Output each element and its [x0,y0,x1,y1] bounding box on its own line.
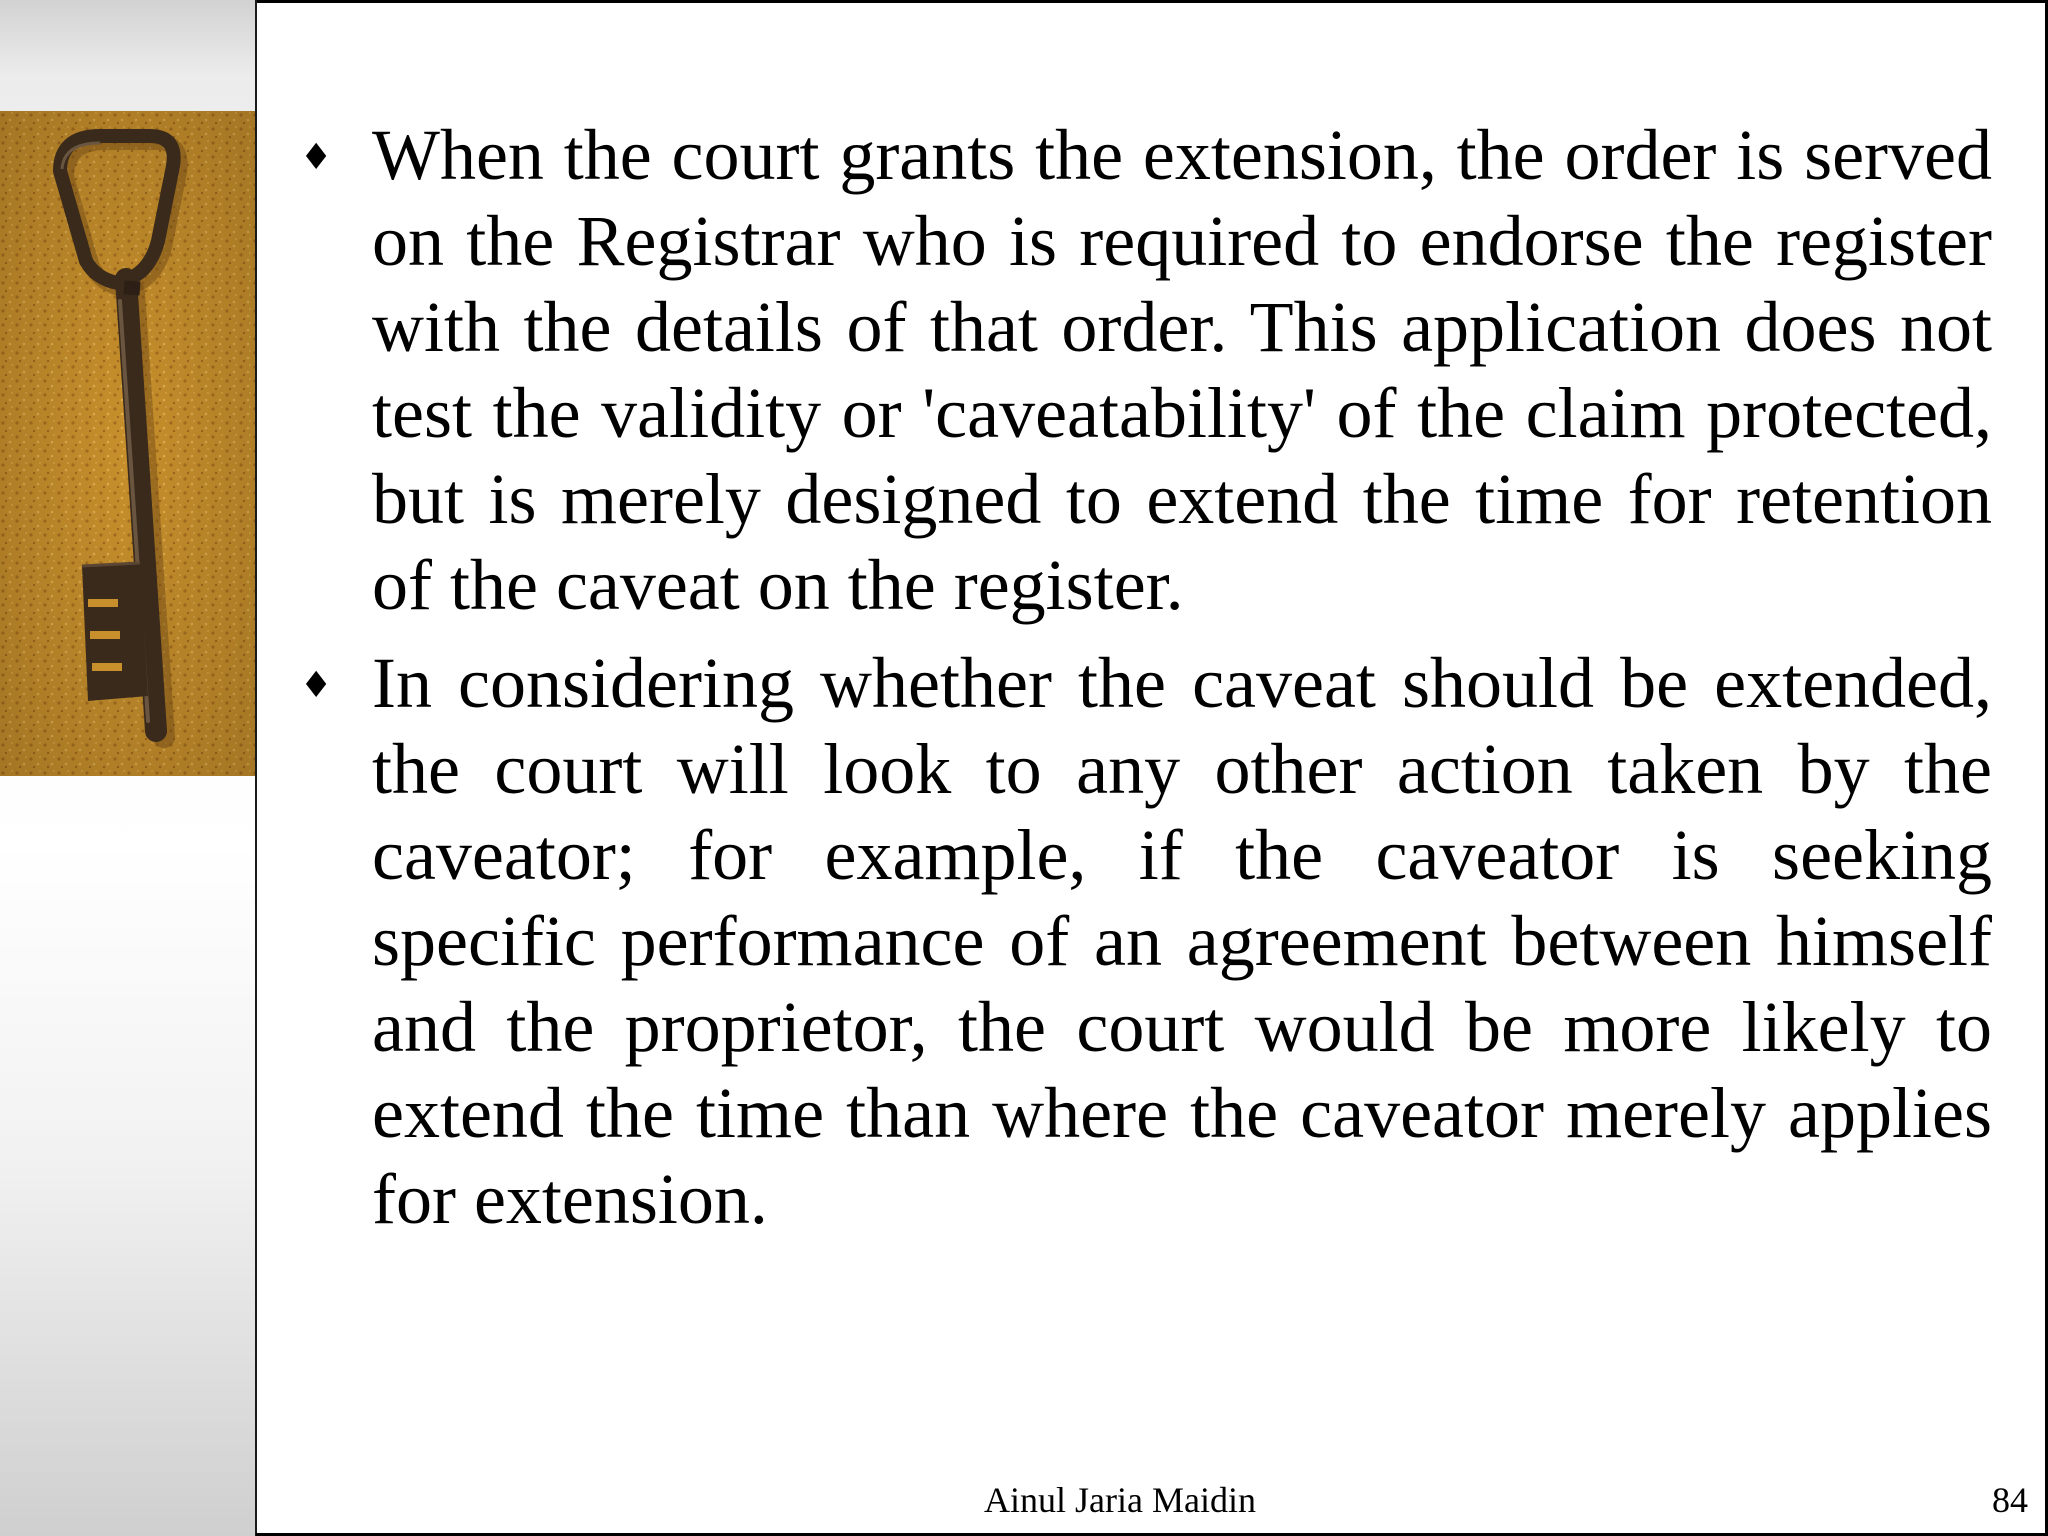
bullet-text: When the court grants the extension, the order is served on the Registrar who is required to endorse the register with the details of that order. This application does not test the validity or 'caveatability' of the claim protected, but is merely designed to extend the time for retention of the caveat on the register. [372,115,1992,625]
frame-top-border [256,0,2048,3]
bullet-item [300,112,1992,628]
diamond-bullet-icon: ♦ [300,137,333,178]
bullet-item [300,640,1992,1242]
diamond-bullet-icon: ♦ [300,665,333,706]
page-number: 84 [1992,1480,2028,1520]
old-key-icon [0,111,256,776]
bullet-text: In considering whether the caveat should be extended, the court will look to any other action taken by the caveator; for example, if the caveator is seeking specific performance of an agreement between himself and the proprietor, the court would be more likely to extend the time than where the caveator merely applies for extension. [372,643,1992,1239]
slide-body [300,112,1992,1254]
footer-author: Ainul Jaria Maidin [984,1480,1256,1520]
frame-left-border [255,0,257,1536]
